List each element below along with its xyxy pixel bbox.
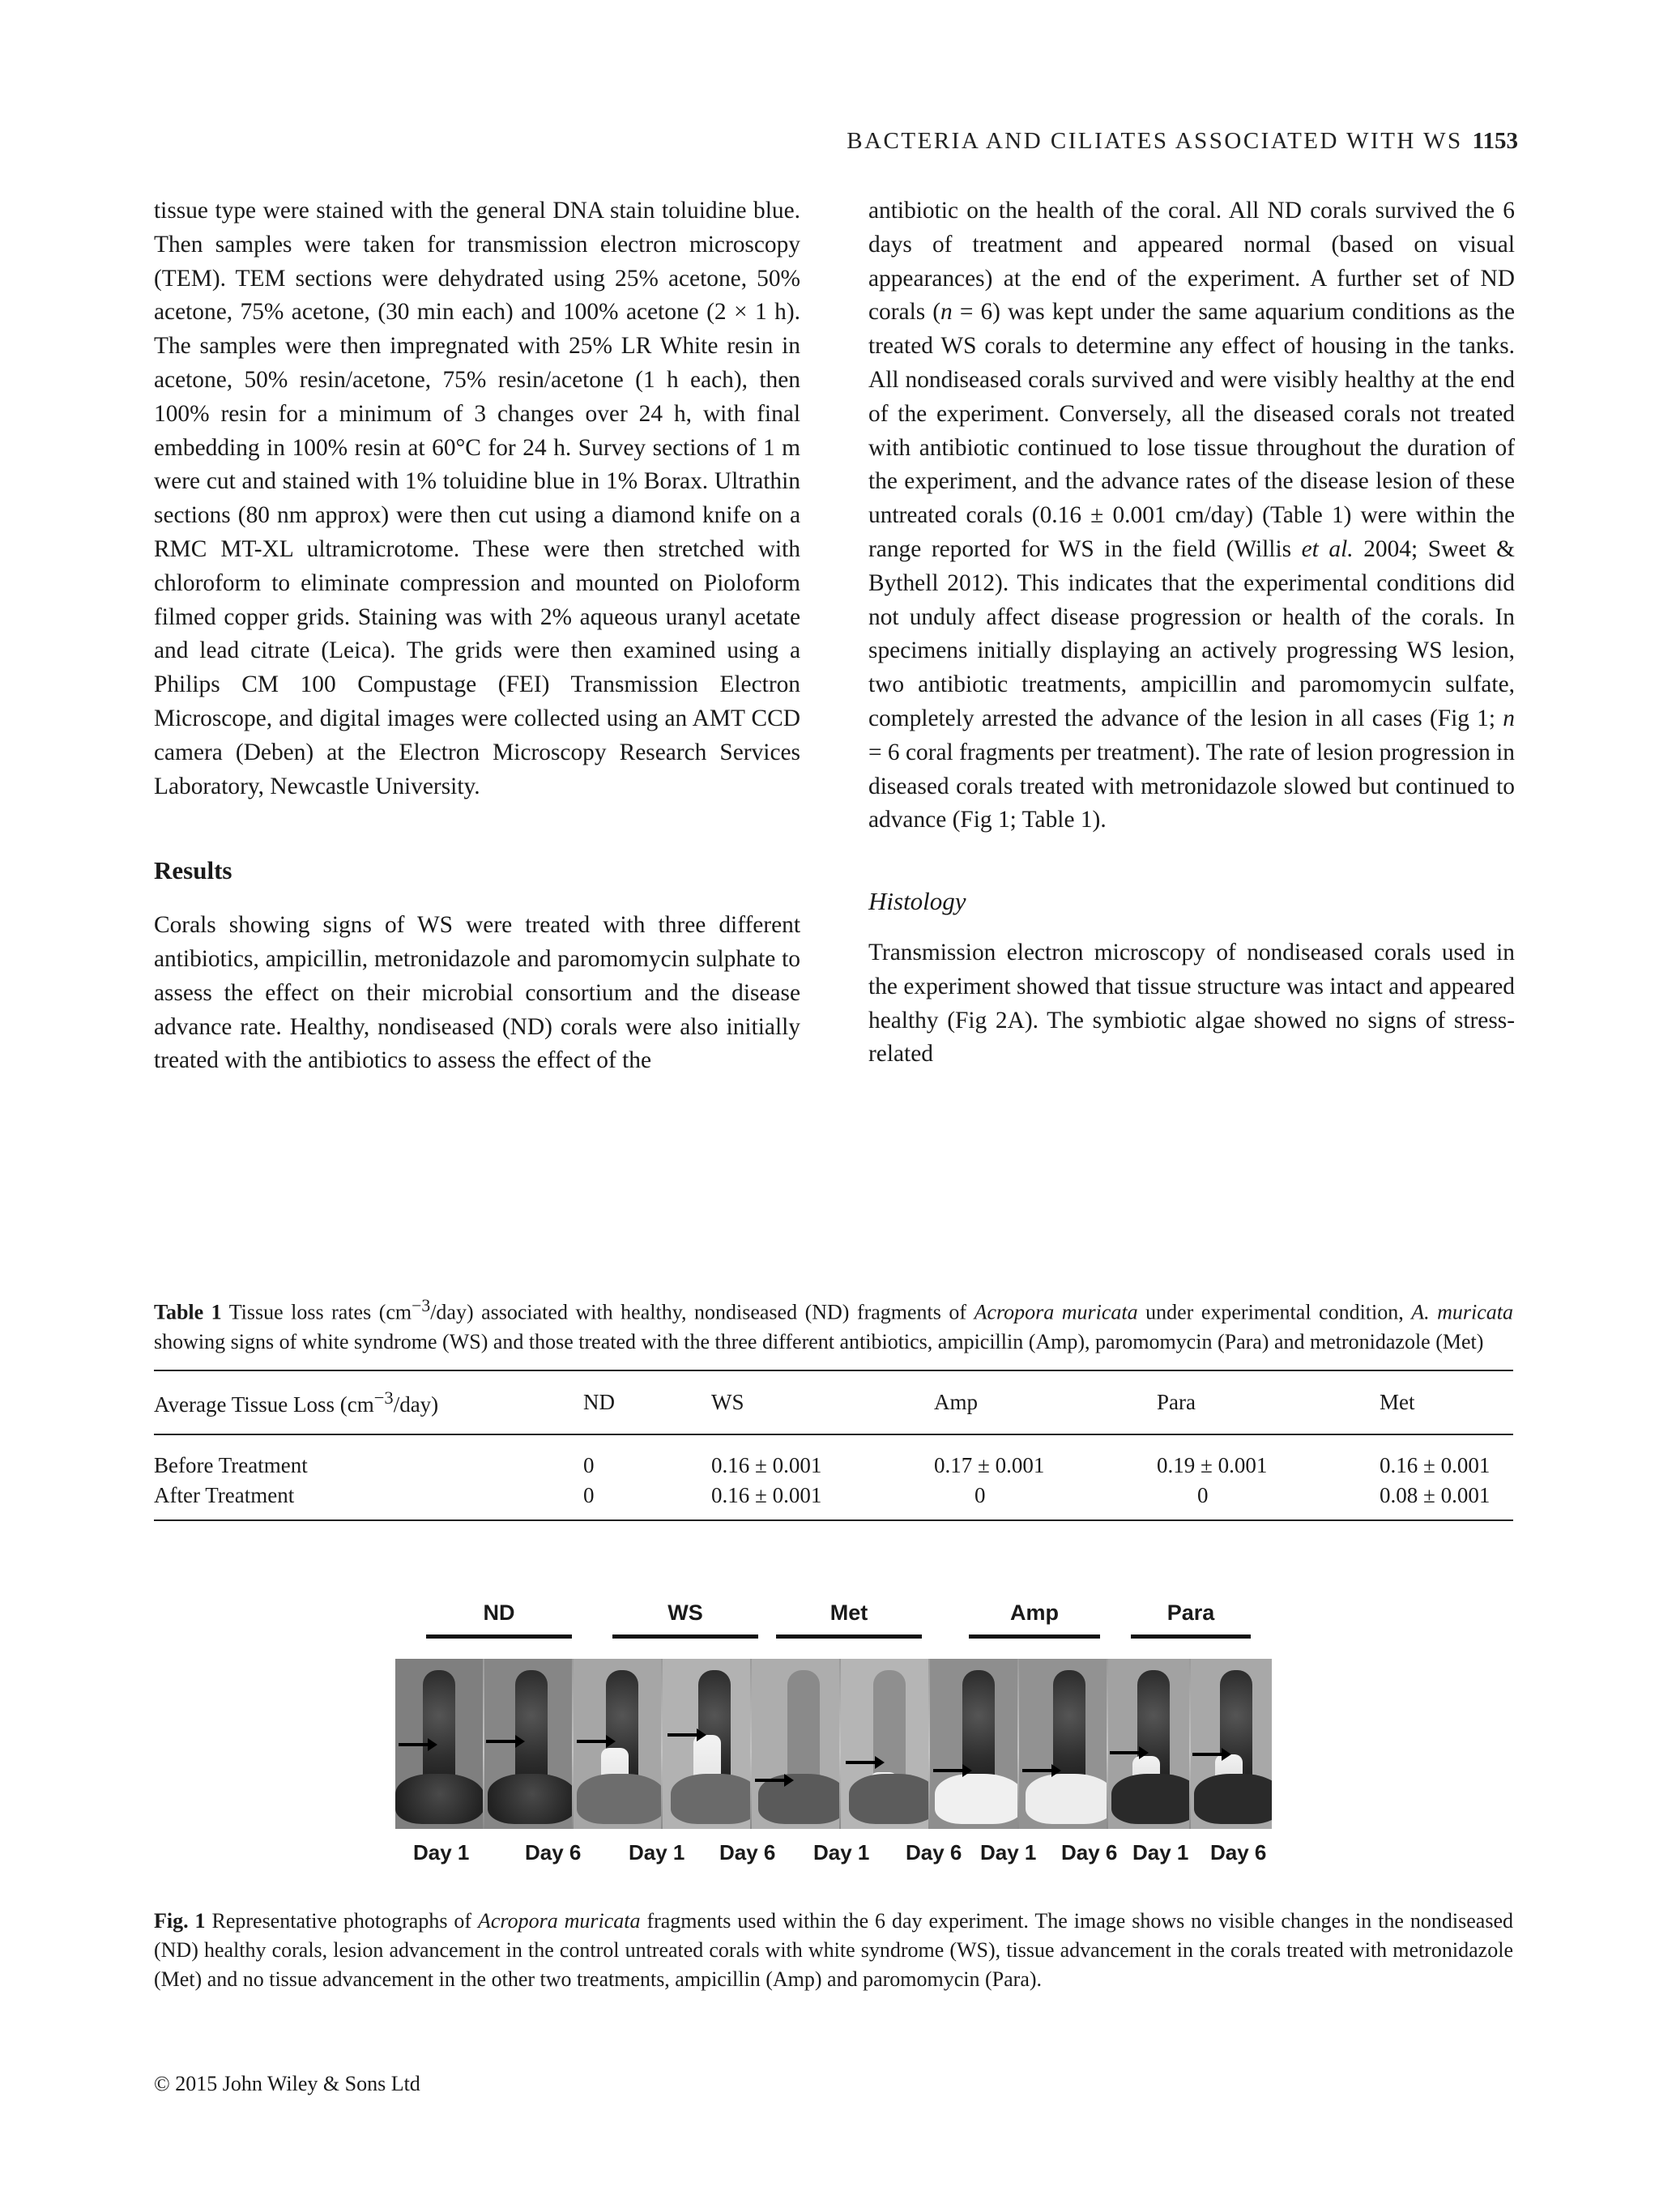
photo-panel [663,1659,750,1829]
table-row [154,1434,1513,1478]
photo-panel [484,1659,572,1829]
group-label-met: Met [776,1600,922,1639]
running-head [847,128,1518,155]
photo-panel [1191,1659,1272,1829]
photo-panel [930,1659,1017,1829]
right-column [868,194,1515,1072]
histology-paragraph: Transmission electron microscopy of nondiseased corals used in the experiment showed that tissue structure was intact and appeared healthy (Fig 2A). The symbiotic algae showed no signs of stress-related [868,939,1515,1068]
table-cell: 0 [583,1452,595,1477]
table-header-met: Met [1380,1370,1513,1434]
group-label-ws: WS [612,1600,758,1639]
table-cell: 0.16 ± 0.001 [711,1478,934,1520]
table-cell: 0.17 ± 0.001 [934,1452,1045,1477]
histology-heading: Histology [868,887,966,916]
day-label: Day 6 [906,1840,962,1865]
photo-panel [1019,1659,1107,1829]
coral-photographs [395,1659,1272,1829]
table-header-ws: WS [711,1370,934,1434]
day-label: Day 1 [813,1840,870,1865]
photo-panel [1108,1659,1189,1829]
table-header-metric: Average Tissue Loss $(cm^{-3}/day)$ [154,1370,583,1434]
group-label-nd: ND [426,1600,572,1639]
table-caption: Table 1 Tissue loss rates $(cm^{-3}/day)$ associated with healthy, nondiseased (ND) fragments of Acropora muricata under experimental condition, A. muricata showing signs of white syndrome (WS) and those treated with the three different antibiotics, ampicillin (Amp), paromomycin (Para) and metronidazole (Met) [154,1296,1514,1353]
left-column [154,194,800,1078]
photo-panel [574,1659,661,1829]
page-number: 1153 [1472,128,1518,154]
copyright-notice: © 2015 John Wiley & Sons Ltd [154,2072,420,2095]
row-label: Before Treatment [154,1452,308,1477]
table-cell: 0.16 ± 0.001 [1380,1452,1491,1477]
day-label: Day 6 [525,1840,582,1865]
table-cell: 0 [1157,1478,1380,1520]
table-row [154,1478,1513,1520]
table-header-row [154,1370,1513,1434]
day-label: Day 1 [1132,1840,1189,1865]
table-cell: 0.16 ± 0.001 [711,1452,822,1477]
table-header-para: Para [1157,1370,1380,1434]
methods-paragraph: tissue type were stained with the general DNA stain toluidine blue. Then samples were taken for transmission electron microscopy (TEM). TEM sections were dehydrated using 25% acetone, 50% acetone, 75% acetone, (30 min each) and 100% acetone (2 × 1 h). The samples were then impregnated with 25% LR White resin in acetone, 50% resin/acetone, 75% resin/acetone (1 h each), then 100% resin for a minimum of 3 changes over 24 h, with final embedding in 100% resin at 60°C for 24 h. Survey sections of 1 m were cut and stained with 1% toluidine blue in 1% Borax. Ultrathin sections (80 nm approx) were then cut using a diamond knife on a RMC MT-XL ultramicrotome. These were then stretched with chloroform to eliminate compression and mounted on Pioloform filmed copper grids. Staining was with 2% aqueous uranyl acetate and lead citrate (Leica). The grids were then examined using a Philips CM 100 Compustage (FEI) Transmission Electron Microscope, and digital images were collected using an AMT CCD camera (Deben) at the Electron Microscopy Research Services Laboratory, Newcastle University. [154,198,800,799]
table-cell: 0 [583,1478,711,1520]
table-1 [154,1291,1513,1521]
photo-panel [752,1659,839,1829]
row-label: After Treatment [154,1478,583,1520]
day-label: Day 6 [1210,1840,1267,1865]
results-paragraph: Corals showing signs of WS were treated with three different antibiotics, ampicillin, metronidazole and paromomycin sulphate to assess the effect on their microbial consortium and the disease advance rate. Healthy, nondiseased (ND) corals were also initially treated with the antibiotics to assess the effect of the [154,912,800,1074]
results-heading: Results [154,856,232,885]
table-header-nd: ND [583,1370,711,1434]
day-label: Day 1 [413,1840,470,1865]
table-cell: 0.08 ± 0.001 [1380,1478,1513,1520]
running-title: BACTERIA AND CILIATES ASSOCIATED WITH WS [847,128,1463,154]
table-cell: 0.19 ± 0.001 [1157,1452,1268,1477]
day-label: Day 1 [629,1840,685,1865]
results-continued-paragraph: antibiotic on the health of the coral. All ND corals survived the 6 days of treatment and appeared normal (based on visual appearances) at the end of the experiment. A further set of ND corals (n = 6) was kept under the same aquarium conditions as the treated WS corals to determine any effect of housing in the tanks. All nondiseased corals survived and were visibly healthy at the end of the experiment. Conversely, all the diseased corals not treated with antibiotic continued to lose tissue throughout the duration of the experiment, and the advance rates of the disease lesion of these untreated corals (0.16 ± 0.001 cm/day) (Table 1) were within the range reported for WS in the field (Willis et al. 2004; Sweet & Bythell 2012). This indicates that the experimental conditions did not unduly affect disease progression or health of the corals. In specimens initially displaying an actively progressing WS lesion, two antibiotic treatments, ampicillin and paromomycin sulfate, completely arrested the advance of the lesion in all cases (Fig 1; n = 6 coral fragments per treatment). The rate of lesion progression in diseased corals treated with metronidazole slowed but continued to advance (Fig 1; Table 1). [868,198,1515,833]
day-label: Day 6 [719,1840,776,1865]
figure-group-labels [395,1600,1272,1649]
figure-caption: Fig. 1 Representative photographs of Acropora muricata fragments used within the 6 day experiment. The image shows no visible changes in the nondiseased (ND) healthy corals, lesion advancement in the control untreated corals with white syndrome (WS), tissue advancement in the corals treated with metronidazole (Met) and no tissue advancement in the other two treatments, ampicillin (Amp) and paromomycin (Para). [154,1909,1513,1991]
figure-1 [395,1600,1272,1888]
tissue-loss-table [154,1370,1513,1521]
table-cell: 0 [934,1478,1157,1520]
group-label-amp: Amp [969,1600,1100,1639]
group-label-para: Para [1131,1600,1251,1639]
day-label: Day 6 [1061,1840,1118,1865]
photo-panel [841,1659,928,1829]
photo-panel [395,1659,483,1829]
table-header-amp: Amp [934,1370,1157,1434]
day-label: Day 1 [980,1840,1037,1865]
